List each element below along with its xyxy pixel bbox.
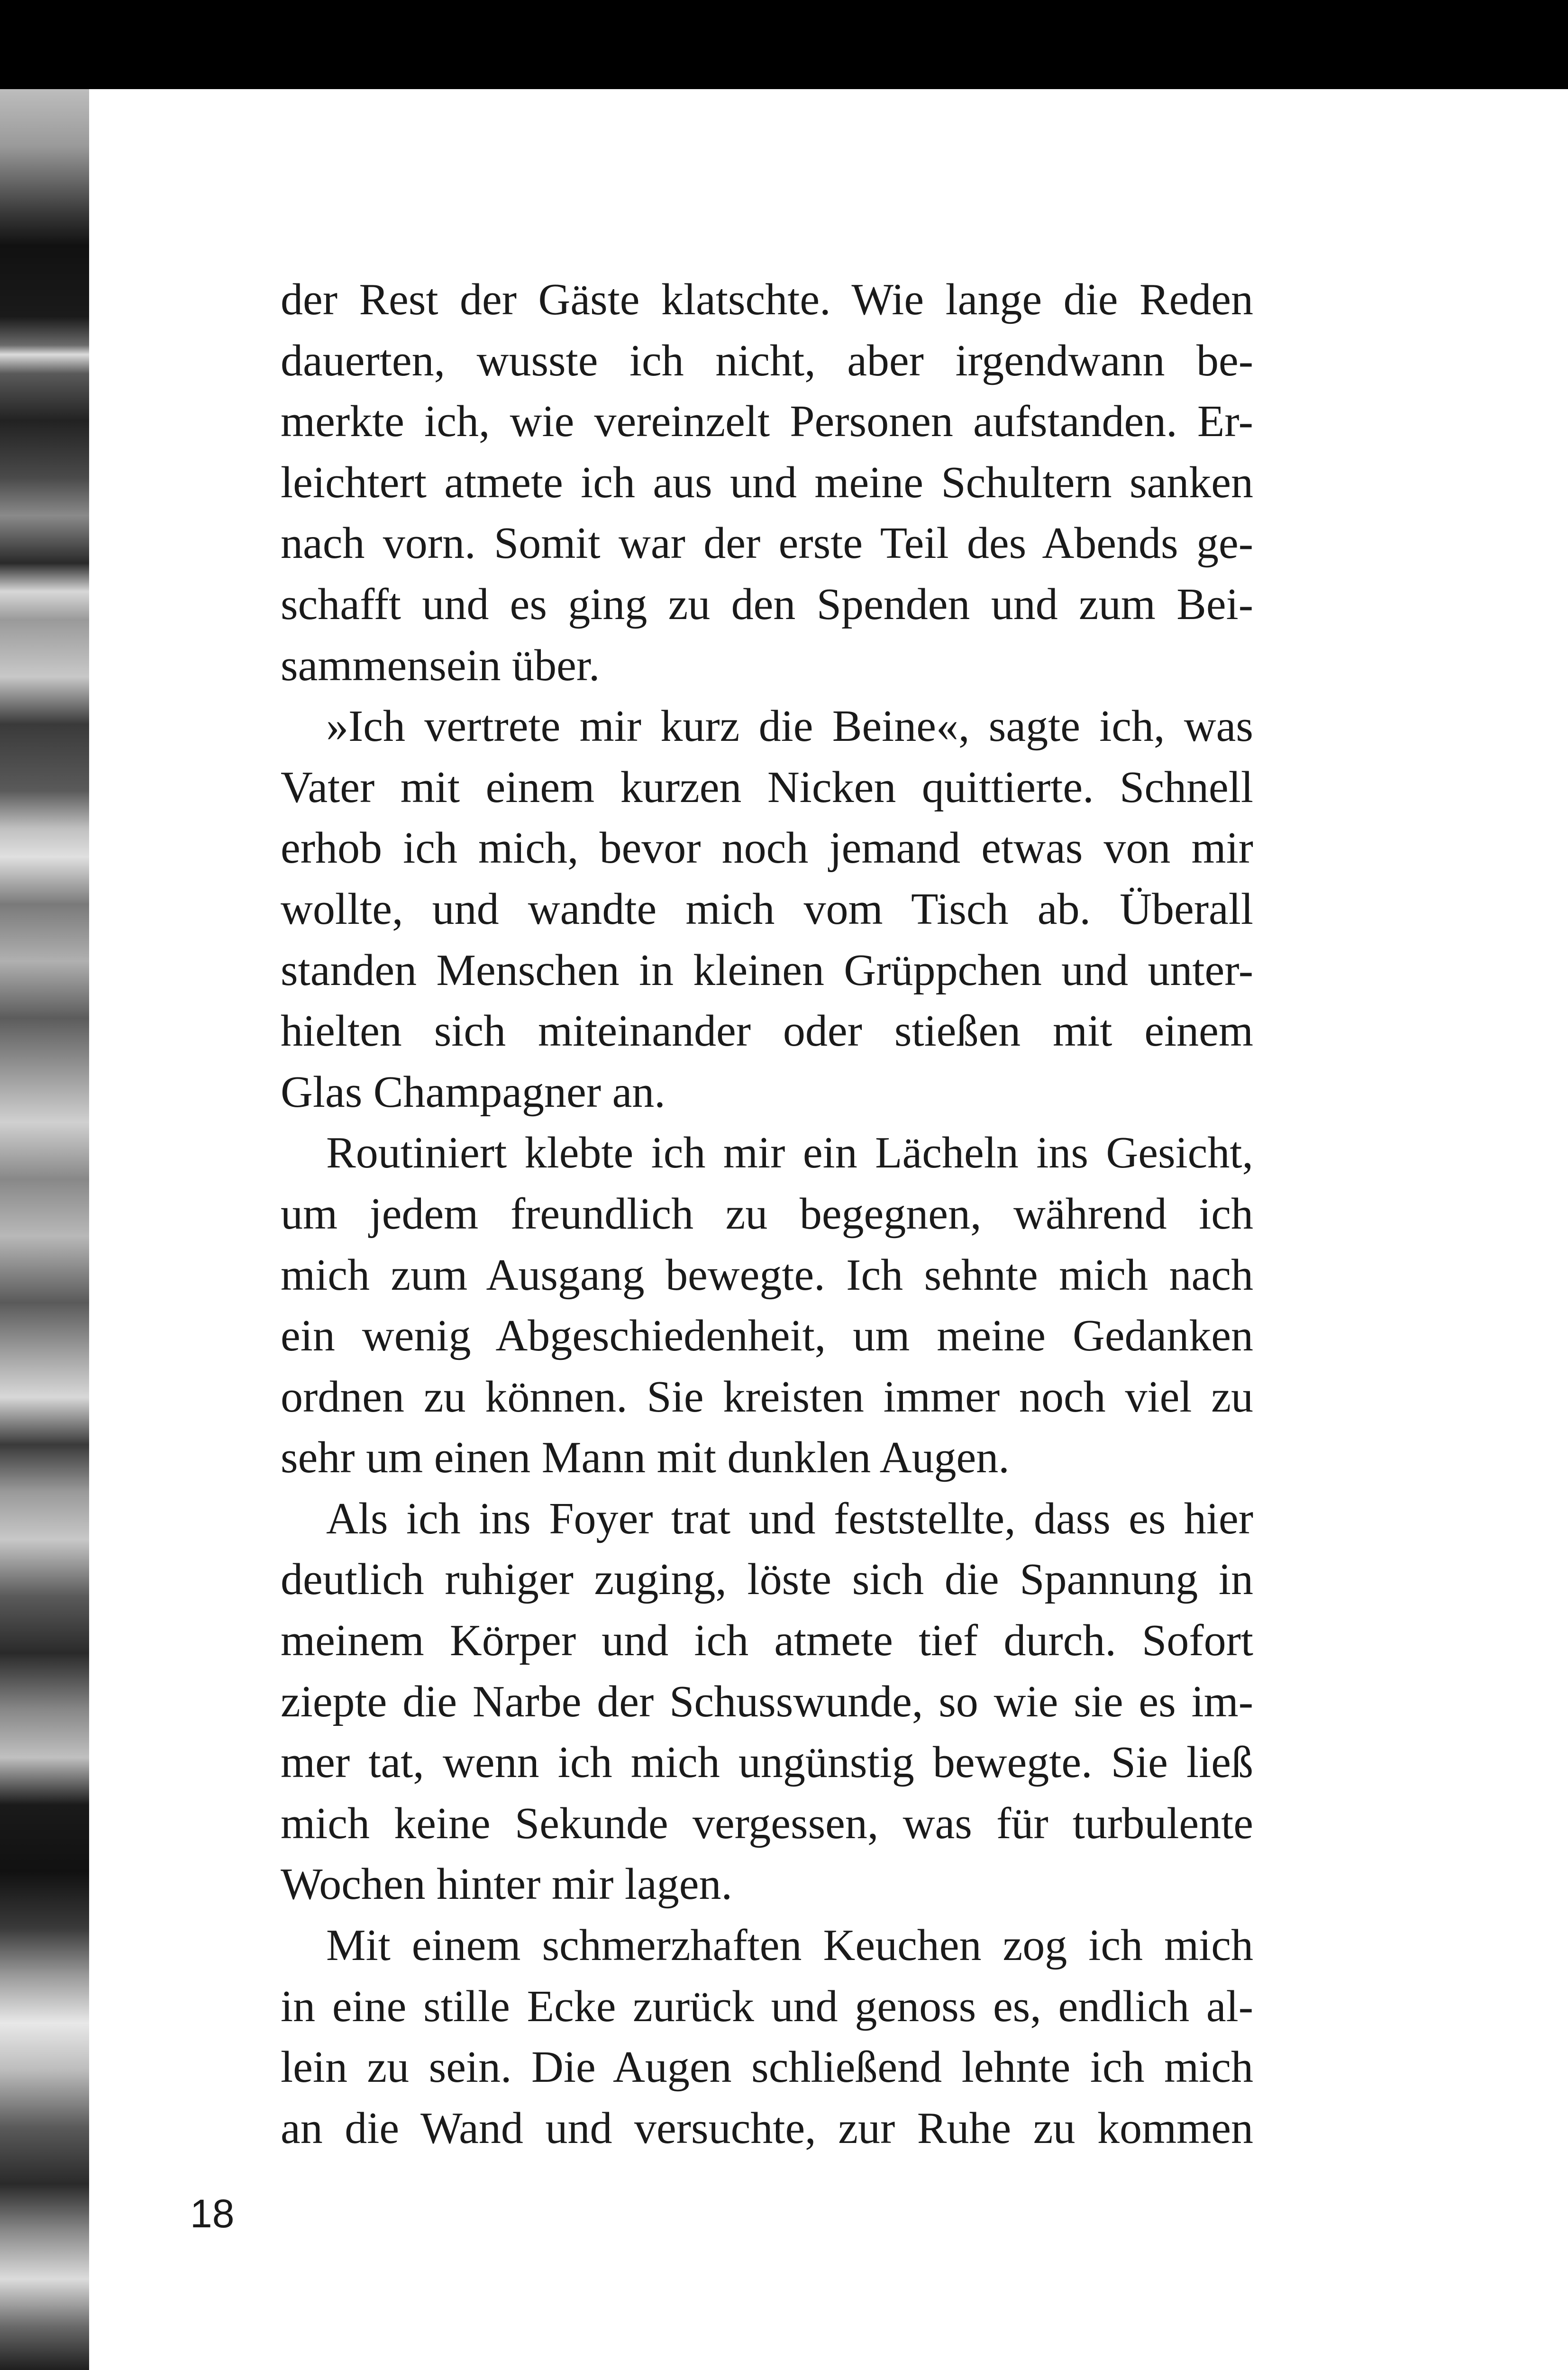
- text-line: nach vorn. Somit war der erste Teil des Abends ge-: [281, 519, 1253, 568]
- text-line: merkte ich, wie vereinzelt Personen aufstanden. Er-: [281, 397, 1253, 447]
- text-line: deutlich ruhiger zuging, löste sich die Spannung in: [281, 1555, 1253, 1604]
- page-number: 18: [190, 2191, 235, 2236]
- text-line: Wochen hinter mir lagen.: [281, 1860, 732, 1909]
- text-line: Mit einem schmerzhaften Keuchen zog ich mich: [326, 1921, 1253, 1970]
- text-line: Glas Champagner an.: [281, 1067, 665, 1117]
- text-line: der Rest der Gäste klatschte. Wie lange die Reden: [281, 275, 1253, 324]
- text-line: sehr um einen Mann mit dunklen Augen.: [281, 1433, 1010, 1483]
- text-line: ziepte die Narbe der Schusswunde, so wie sie es im-: [281, 1677, 1253, 1726]
- text-line: mer tat, wenn ich mich ungünstig bewegte. Sie ließ: [281, 1738, 1253, 1787]
- text-line: sammensein über.: [281, 640, 600, 690]
- text-line: Als ich ins Foyer trat und feststellte, dass es hier: [326, 1494, 1253, 1543]
- text-line: ein wenig Abgeschiedenheit, um meine Gedanken: [281, 1311, 1253, 1361]
- text-line: erhob ich mich, bevor noch jemand etwas von mir: [281, 823, 1253, 873]
- text-line: ordnen zu können. Sie kreisten immer noch viel zu: [281, 1372, 1253, 1422]
- text-line: in eine stille Ecke zurück und genoss es, endlich al-: [281, 1981, 1253, 2031]
- text-line: standen Menschen in kleinen Grüppchen und unter-: [281, 945, 1253, 995]
- body-text: [281, 269, 1253, 2159]
- text-line: »Ich vertrete mir kurz die Beine«, sagte ich, was: [326, 702, 1253, 751]
- text-line: hielten sich miteinander oder stießen mit einem: [281, 1006, 1253, 1056]
- text-line: lein zu sein. Die Augen schließend lehnte ich mich: [281, 2042, 1253, 2092]
- text-line: um jedem freundlich zu begegnen, während ich: [281, 1189, 1253, 1239]
- text-line: mich zum Ausgang bewegte. Ich sehnte mich nach: [281, 1250, 1253, 1300]
- text-line: mich keine Sekunde vergessen, was für turbulente: [281, 1798, 1253, 1848]
- text-line: an die Wand und versuchte, zur Ruhe zu kommen: [281, 2103, 1253, 2153]
- top-black-border: [0, 0, 1568, 89]
- text-line: Vater mit einem kurzen Nicken quittierte. Schnell: [281, 762, 1253, 812]
- text-line: schafft und es ging zu den Spenden und zum Bei-: [281, 579, 1253, 629]
- book-page: [89, 89, 1568, 2370]
- text-line: Routiniert klebte ich mir ein Lächeln ins Gesicht,: [326, 1128, 1253, 1178]
- scan-edge-strip: [0, 89, 89, 2370]
- text-line: leichtert atmete ich aus und meine Schultern sanken: [281, 457, 1253, 507]
- text-line: wollte, und wandte mich vom Tisch ab. Überall: [281, 884, 1253, 934]
- text-line: dauerten, wusste ich nicht, aber irgendwann be-: [281, 336, 1253, 385]
- text-line: meinem Körper und ich atmete tief durch. Sofort: [281, 1616, 1253, 1666]
